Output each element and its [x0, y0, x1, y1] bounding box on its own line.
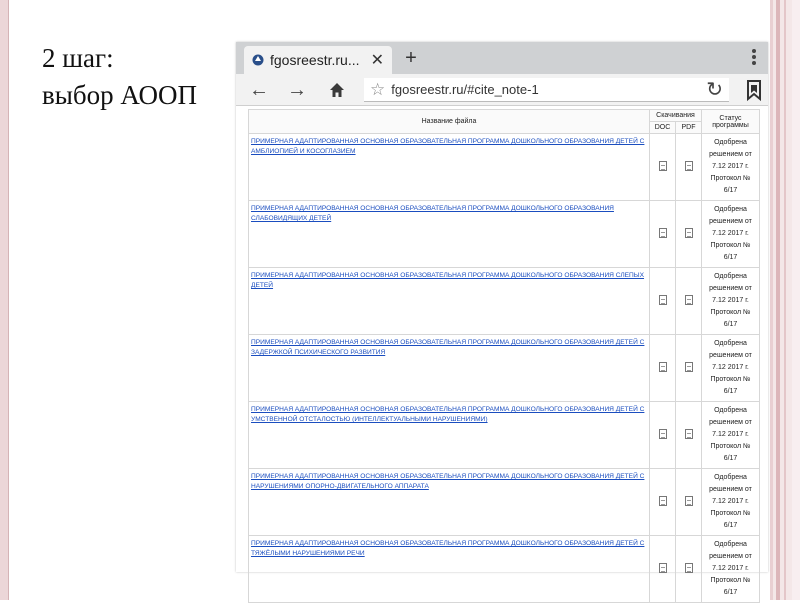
- header-pdf: PDF: [676, 122, 702, 134]
- doc-download-icon[interactable]: [659, 295, 667, 305]
- header-file-name: Название файла: [249, 110, 650, 134]
- program-status: Одобрена решением от 7.12 2017 г. Протокол № 6/17: [702, 335, 760, 402]
- pdf-download-icon[interactable]: [685, 563, 693, 573]
- program-status: Одобрена решением от 7.12 2017 г. Протокол № 6/17: [702, 201, 760, 268]
- header-downloads: Скачивания: [650, 110, 702, 122]
- program-status: Одобрена решением от 7.12 2017 г. Протокол № 6/17: [702, 469, 760, 536]
- browser-toolbar: [236, 74, 768, 106]
- table-row: [249, 134, 760, 201]
- forward-arrow-icon[interactable]: →: [287, 79, 307, 101]
- slide-title-line1: 2 шаг:: [42, 43, 114, 73]
- bookmark-star-icon[interactable]: ☆: [370, 79, 386, 99]
- table-row: [249, 268, 760, 335]
- slide-left-border: [0, 0, 9, 600]
- url-text[interactable]: fgosreestr.ru/#cite_note-1: [391, 82, 539, 97]
- home-icon[interactable]: [324, 78, 350, 102]
- browser-tab[interactable]: [244, 46, 392, 74]
- program-link[interactable]: ПРИМЕРНАЯ АДАПТИРОВАННАЯ ОСНОВНАЯ ОБРАЗОВАТЕЛЬНАЯ ПРОГРАММА ДОШКОЛЬНОГО ОБРАЗОВАНИЯ ДЕТЕЙ С ЗАДЕРЖКОЙ ПСИХИЧЕСКОГО РАЗВИТИЯ: [251, 339, 645, 356]
- site-favicon-icon: [252, 54, 264, 66]
- table-row: [249, 201, 760, 268]
- doc-download-icon[interactable]: [659, 429, 667, 439]
- pdf-download-icon[interactable]: [685, 496, 693, 506]
- program-link[interactable]: ПРИМЕРНАЯ АДАПТИРОВАННАЯ ОСНОВНАЯ ОБРАЗОВАТЕЛЬНАЯ ПРОГРАММА ДОШКОЛЬНОГО ОБРАЗОВАНИЯ ДЕТЕЙ С НАРУШЕНИЯМИ ОПОРНО-ДВИГАТЕЛЬНОГО АППАРАТА: [251, 473, 645, 490]
- pdf-download-icon[interactable]: [685, 429, 693, 439]
- doc-download-icon[interactable]: [659, 161, 667, 171]
- program-status: Одобрена решением от 7.12 2017 г. Протокол № 6/17: [702, 536, 760, 603]
- pdf-download-icon[interactable]: [685, 362, 693, 372]
- table-row: [249, 536, 760, 603]
- table-row: [249, 402, 760, 469]
- doc-download-icon[interactable]: [659, 496, 667, 506]
- program-link[interactable]: ПРИМЕРНАЯ АДАПТИРОВАННАЯ ОСНОВНАЯ ОБРАЗОВАТЕЛЬНАЯ ПРОГРАММА ДОШКОЛЬНОГО ОБРАЗОВАНИЯ СЛАБОВИДЯЩИХ ДЕТЕЙ: [251, 205, 614, 222]
- browser-menu-icon[interactable]: [746, 47, 762, 69]
- table-row: [249, 335, 760, 402]
- pdf-download-icon[interactable]: [685, 295, 693, 305]
- bookmark-icon[interactable]: [746, 80, 762, 100]
- tab-close-icon[interactable]: ✕: [370, 52, 384, 69]
- program-link[interactable]: ПРИМЕРНАЯ АДАПТИРОВАННАЯ ОСНОВНАЯ ОБРАЗОВАТЕЛЬНАЯ ПРОГРАММА ДОШКОЛЬНОГО ОБРАЗОВАНИЯ ДЕТЕЙ С ТЯЖЁЛЫМИ НАРУШЕНИЯМИ РЕЧИ: [251, 540, 645, 557]
- slide-right-border: [770, 0, 800, 600]
- doc-download-icon[interactable]: [659, 563, 667, 573]
- tab-title: fgosreestr.ru...: [270, 52, 360, 68]
- slide-title-line2: выбор АООП: [42, 80, 198, 110]
- new-tab-button[interactable]: +: [405, 47, 417, 69]
- back-arrow-icon[interactable]: ←: [249, 79, 269, 101]
- tab-bar: [236, 42, 768, 74]
- header-doc: DOC: [650, 122, 676, 134]
- slide-title: [42, 40, 197, 114]
- program-status: Одобрена решением от 7.12 2017 г. Протокол № 6/17: [702, 268, 760, 335]
- header-status: Статус программы: [702, 110, 760, 134]
- program-status: Одобрена решением от 7.12 2017 г. Протокол № 6/17: [702, 402, 760, 469]
- program-status: Одобрена решением от 7.12 2017 г. Протокол № 6/17: [702, 134, 760, 201]
- pdf-download-icon[interactable]: [685, 228, 693, 238]
- reload-icon[interactable]: ↻: [706, 79, 723, 101]
- address-bar[interactable]: [364, 78, 729, 102]
- program-link[interactable]: ПРИМЕРНАЯ АДАПТИРОВАННАЯ ОСНОВНАЯ ОБРАЗОВАТЕЛЬНАЯ ПРОГРАММА ДОШКОЛЬНОГО ОБРАЗОВАНИЯ СЛЕПЫХ ДЕТЕЙ: [251, 272, 645, 289]
- program-link[interactable]: ПРИМЕРНАЯ АДАПТИРОВАННАЯ ОСНОВНАЯ ОБРАЗОВАТЕЛЬНАЯ ПРОГРАММА ДОШКОЛЬНОГО ОБРАЗОВАНИЯ ДЕТЕЙ С АМБЛИОПИЕЙ И КОСОГЛАЗИЕМ: [251, 138, 645, 155]
- doc-download-icon[interactable]: [659, 228, 667, 238]
- program-link[interactable]: ПРИМЕРНАЯ АДАПТИРОВАННАЯ ОСНОВНАЯ ОБРАЗОВАТЕЛЬНАЯ ПРОГРАММА ДОШКОЛЬНОГО ОБРАЗОВАНИЯ ДЕТЕЙ С УМСТВЕННОЙ ОТСТАЛОСТЬЮ (ИНТЕЛЛЕКТУАЛЬНЫМИ НАРУШЕНИЯМИ): [251, 406, 645, 423]
- doc-download-icon[interactable]: [659, 362, 667, 372]
- table-row: [249, 469, 760, 536]
- pdf-download-icon[interactable]: [685, 161, 693, 171]
- files-table: [248, 109, 760, 603]
- browser-window: [236, 42, 768, 596]
